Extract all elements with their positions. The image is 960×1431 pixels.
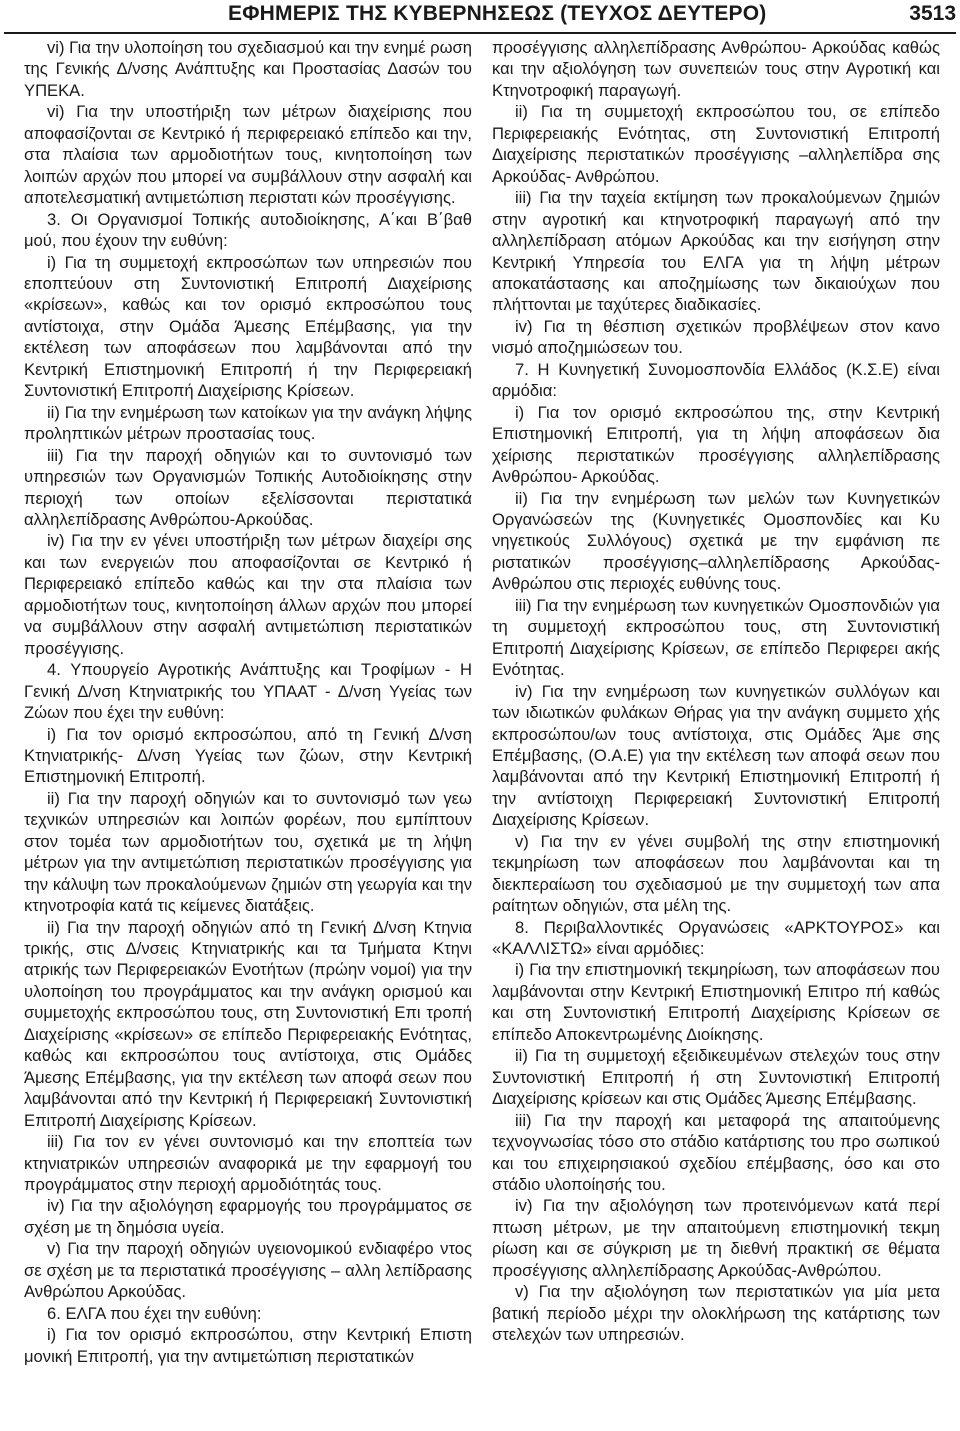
page-header (0, 0, 960, 34)
paragraph: i) Για την επιστημονική τεκμηρίωση, των αποφάσεων που λαμβάνονται στην Κεντρική Επιστημονική Επιτρο πή καθώς και στη Συντονιστική Επιτροπή Διαχείρισης Κρίσεων σε επίπεδο Αποκεντρωμένης Διοίκησης. (492, 960, 940, 1044)
paragraph: 8. Περιβαλλοντικές Οργανώσεις «ΑΡΚΤΟΥΡΟΣ» και «ΚΑΛΛΙΣΤΩ» είναι αρμόδιες: (492, 917, 940, 959)
paragraph: 3. Οι Οργανισμοί Τοπικής αυτοδιοίκησης, Α΄και Β΄βαθ μού, που έχουν την ευθύνη: (24, 209, 472, 251)
right-column (492, 37, 940, 1346)
paragraph: i) Για τον ορισμό εκπροσώπου, από τη Γενική Δ/νση Κτηνιατρικής- Δ/νση Υγείας των ζώων, στην Κεντρική Επιστημονική Επιτροπή. (24, 724, 472, 787)
paragraph: vi) Για την υλοποίηση του σχεδιασμού και την ενημέ ρωση της Γενικής Δ/νσης Ανάπτυξης και Προστασίας Δασών του ΥΠΕΚΑ. (24, 38, 472, 100)
paragraph: iii) Για την ενημέρωση των κυνηγετικών Ομοσπονδιών για τη συμμετοχή εκπροσώπου τους, στη Συντονιστική Επιτροπή Διαχείρισης Κρίσεων, σε επίπεδο Περιφερει ακής Ενότητας. (492, 595, 940, 680)
paragraph: iv) Για την αξιολόγηση των προτεινόμενων κατά περί πτωση μέτρων, με την απαιτούμενη επιστημονική τεκμη ρίωση και σε σύγκριση με τη διεθνή πρακτική σε θέματα προσέγγισης αλληλεπίδρασης Αρκούδας-Ανθρώπου. (492, 1196, 940, 1280)
left-column (24, 37, 472, 1367)
paragraph: iv) Για τη θέσπιση σχετικών προβλέψεων στον κανο νισμό αποζημιώσεων του. (492, 316, 940, 358)
paragraph: i) Για τη συμμετοχή εκπροσώπων των υπηρεσιών που εποπτεύουν στη Συντονιστική Επιτροπή Διαχείρισης «κρίσεων», καθώς και τον ορισμό εκπροσώπου τους αντίστοιχα, στην Ομάδα Άμεσης Επέμβασης, για την εκτέλεση των αποφάσεων που λαμβάνονται από την Κεντρική Επιστημονική Επιτροπή ή την Περιφερειακή Συντονιστική Επιτροπή Διαχείρισης Κρίσεων. (24, 252, 472, 401)
paragraph: 7. Η Κυνηγετική Συνομοσπονδία Ελλάδος (Κ.Σ.Ε) είναι αρμόδια: (492, 359, 940, 401)
paragraph: ii) Για την ενημέρωση των μελών των Κυνηγετικών Οργανώσεών της (Κυνηγετικές Ομοσπονδίες και Κυ νηγετικούς Συλλόγους) σχετικά με την εμφάνιση πε ριστατικών προσέγγισης–αλληλεπίδρασης Αρκούδας- Ανθρώπου στις περιοχές ευθύνης τους. (492, 488, 940, 594)
paragraph: iv) Για την εν γένει υποστήριξη των μέτρων διαχείρι σης και των ενεργειών που αποφασίζονται σε Κεντρικό ή Περιφερειακό επίπεδο καθώς και την στα πλαίσια των αρμοδιοτήτων τους, κινητοποίηση άλλων αρχών που μπορεί να συμβάλλουν στην ασφαλή αντιμετώπιση περιστατικών προσέγγισης. (24, 531, 472, 658)
paragraph: iii) Για την παροχή και μεταφορά της απαιτούμενης τεχνογνωσίας τόσο στο στάδιο κατάρτισης του προ σωπικού και του επιχειρησιακού σχεδίου επέμβασης, όσο και στο στάδιο υλοποίησής του. (492, 1110, 940, 1195)
paragraph: iv) Για την ενημέρωση των κυνηγετικών συλλόγων και των ιδιωτικών φυλάκων Θήρας για την ανάγκη συμμετο χής εκπροσώπου/ων τους αντίστοιχα, στις Ομάδες Άμε σης Επέμβασης, (Ο.Α.Ε) για την εκτέλεση των αποφά σεων που λαμβάνονται από την Κεντρική Επιστημονική Επιτροπή ή την αντίστοιχη Περιφερειακή Συντονιστική Επιτροπή Διαχείρισης Κρίσεων. (492, 681, 940, 830)
paragraph: i) Για τον ορισμό εκπροσώπου της, στην Κεντρική Επιστημονική Επιτροπή, για τη λήψη αποφάσεων δια χείρισης περιστατικών προσέγγισης αλληλεπίδρασης Ανθρώπου- Αρκούδας. (492, 402, 940, 487)
paragraph: v) Για την αξιολόγηση των περιστατικών για μία μετα βατική περίοδο μέχρι την ολοκλήρωση της κατάρτισης των στελεχών των υπηρεσιών. (492, 1282, 940, 1345)
paragraph: ii) Για τη συμμετοχή εξειδικευμένων στελεχών τους στην Συντονιστική Επιτροπή ή στη Συντονιστική Επιτροπή Διαχείρισης κρίσεων και στις Ομάδες Άμεσης Επέμβασης. (492, 1046, 940, 1109)
paragraph-continuation: προσέγγισης αλληλεπίδρασης Ανθρώπου- Αρκούδας καθώς και την αξιολόγηση των συνεπειών τους στην Αγροτική και Κτηνοτροφική παραγωγή. (492, 38, 940, 100)
paragraph: vi) Για την υποστήριξη των μέτρων διαχείρισης που αποφασίζονται σε Κεντρικό ή περιφερειακό επίπεδο και την, στα πλαίσια των αρμοδιοτήτων τους, κινητοποίηση των λοιπών αρχών που μπορεί να συμβάλλουν στην ασφαλή και αποτελεσματική αντιμετώπιση περιστατι κών προσέγγισης. (24, 102, 472, 208)
paragraph: ii) Για την παροχή οδηγιών και το συντονισμό των γεω τεχνικών υπηρεσιών και λοιπών φορέων, που εμπίπτουν στον τομέα των αρμοδιοτήτων του, σχετικά με τη λήψη μέτρων για την αντιμετώπιση περιστατικών προσέγγισης για την κάλυψη των προκαλούμενων ζημιών στη γεωργία και την κτηνοτροφία κατά τις κείμενες διατάξεις. (24, 788, 472, 916)
paragraph: v) Για την εν γένει συμβολή της στην επιστημονική τεκμηρίωση των αποφάσεων που λαμβάνονται και τη διεκπεραίωση του σχεδιασμού με την συμμετοχή των απα ραίτητων οδηγιών, στα μέλη της. (492, 831, 940, 916)
page-number: 3513 (909, 2, 956, 25)
paragraph: 6. ΕΛΓΑ που έχει την ευθύνη: (47, 1303, 262, 1323)
paragraph: v) Για την παροχή οδηγιών υγειονομικού ενδιαφέρο ντος σε σχέση με τα περιστατικά προσέγγισης – αλλη λεπίδρασης Ανθρώπου Αρκούδας. (24, 1239, 472, 1302)
paragraph: iii) Για τον εν γένει συντονισμό και την εποπτεία των κτηνιατρικών υπηρεσιών αναφορικά με την εφαρμογή του προγράμματος στην περιοχή αρμοδιότητάς τους. (24, 1132, 472, 1195)
header-divider (4, 32, 956, 34)
paragraph: ii) Για τη συμμετοχή εκπροσώπου του, σε επίπεδο Περιφερειακής Ενότητας, στη Συντονιστική Επιτροπή Διαχείρισης περιστατικών προσέγγισης –αλληλεπίδρα σης Αρκούδας- Ανθρώπου. (492, 102, 940, 186)
gazette-title: ΕΦΗΜΕΡΙΣ ΤΗΣ ΚΥΒΕΡΝΗΣΕΩΣ (ΤΕΥΧΟΣ ΔΕΥΤΕΡΟ) (228, 2, 767, 25)
paragraph: ii) Για την ενημέρωση των κατοίκων για την ανάγκη λήψης προληπτικών μέτρων προστασίας τους. (24, 402, 472, 444)
paragraph: iii) Για την παροχή οδηγιών και το συντονισμό των υπηρεσιών των Οργανισμών Τοπικής Αυτοδιοίκησης στην περιοχή των οποίων εξελίσσονται περιστατικά αλληλεπίδρασης Ανθρώπου-Αρκούδας. (24, 445, 472, 529)
paragraph: ii) Για την παροχή οδηγιών από τη Γενική Δ/νση Κτηνια τρικής, στις Δ/νσεις Κτηνιατρικής και τα Τμήματα Κτηνι ατρικής των Περιφερειακών Ενοτήτων (πρώην νομοί) για την υλοποίηση του προγράμματος και την ανάγκη ορισμού και συμμετοχής εκπροσώπου τους, στη Συντονιστική Επι τροπή Διαχείρισης «κρίσεων» σε επίπεδο Περιφερειακής Ενότητας, καθώς και εκπροσώπου τους αντίστοιχα, στις Ομάδες Άμεσης Επέμβασης, για την εκτέλεση των αποφά σεων που λαμβάνονται από την Κεντρική ή Περιφερειακή Συντονιστική Επιτροπή Διαχείρισης Κρίσεων. (24, 917, 472, 1130)
paragraph: iv) Για την αξιολόγηση εφαρμογής του προγράμματος σε σχέση με τη δημόσια υγεία. (24, 1196, 472, 1237)
paragraph: i) Για τον ορισμό εκπροσώπου, στην Κεντρική Επιστη μονική Επιτροπή, για την αντιμετώπιση περιστατικών (24, 1325, 472, 1366)
paragraph: iii) Για την ταχεία εκτίμηση των προκαλούμενων ζημιών στην αγροτική και κτηνοτροφική παραγωγή από την αλληλεπίδραση ατόμων Αρκούδας και την εισήγηση στην Κεντρική Υπηρεσία του ΕΛΓΑ για τη λήψη μέτρων αποκατάστασης και αποζημίωσης των δικαιούχων που πλήττονται με ταχύτερες διαδικασίες. (492, 188, 940, 315)
paragraph: 4. Υπουργείο Αγροτικής Ανάπτυξης και Τροφίμων - Η Γενική Δ/νση Κτηνιατρικής του ΥΠΑΑΤ - Δ/νση Υγείας των Ζώων που έχει την ευθύνη: (24, 660, 472, 723)
